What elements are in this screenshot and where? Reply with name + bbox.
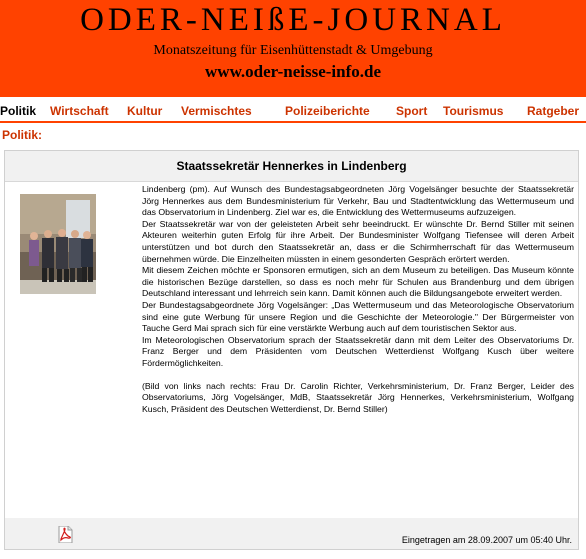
article-timestamp: Eingetragen am 28.09.2007 um 05:40 Uhr. <box>401 535 572 545</box>
article-title: Staatssekretär Hennerkes in Lindenberg <box>5 151 578 182</box>
site-title: ODER-NEIßE-JOURNAL <box>80 2 506 38</box>
nav-item-wirtschaft[interactable]: Wirtschaft <box>50 104 109 118</box>
article-text <box>142 184 574 415</box>
site-subtitle: Monatszeitung für Eisenhüttenstadt & Umgebung <box>153 43 433 58</box>
nav-item-ratgeber[interactable]: Ratgeber <box>527 104 580 118</box>
nav-item-politik[interactable]: Politik <box>0 104 37 118</box>
section-label: Politik: <box>2 128 43 142</box>
nav-divider <box>0 121 586 123</box>
main-nav <box>0 101 586 121</box>
article-paragraph: Der Staatssekretär war von der geleisteten Arbeit sehr beeindruckt. Er wünschte Dr. Bernd Stiller mit seinen Akteuren weiterhin guten Erfolg für ihre Arbeit. Der Bundesminister Wolfgang Tiefensee will deren Arbeit unterstützen und bot durch den Staatssekretär an, dass er die Schirmherrschaft für das Wettermuseum übernehmen würde. Die Einzelheiten müssten in einem gesonderten Gespräch erörtert werden. <box>142 218 574 264</box>
article-paragraph: Mit diesem Zeichen möchte er Sponsoren ermutigen, sich an dem Museum zu beteiligen. Das Museum könnte die historischen Bezüge darstellen, so dass es noch mehr für Schulen aus Brandenburg und dem übrigen Deutschland interessant und lehrreich sein kann. Damit können auch die Bildungsangebote erweitert werden. <box>142 265 574 299</box>
site-url[interactable]: www.oder-neisse-info.de <box>205 62 381 81</box>
nav-item-polizeiberichte[interactable]: Polizeiberichte <box>285 104 370 118</box>
nav-item-vermischtes[interactable]: Vermischtes <box>181 104 252 118</box>
article-photo[interactable] <box>20 194 96 294</box>
article-paragraph: Der Bundestagsabgeordnete Jörg Vogelsänger: „Das Wettermuseum und das Meteorologische Observatorium sind eine gute Werbung für unsere Region und die Geschichte der Meteorologie." Der Bürgermeister von Tauche Gerd Mai sprach sich für eine verstärkte Werbung auch auf dem touristischen Sektor aus. <box>142 299 574 334</box>
nav-item-kultur[interactable]: Kultur <box>127 104 163 118</box>
paragraph-spacer <box>142 370 574 381</box>
article-body <box>5 182 578 518</box>
article-paragraph: Im Meteorologischen Observatorium sprach der Staatssekretär dann mit dem Leiter des Observatoriums Dr. Franz Berger und dem Präsidenten vom Deutschen Wetterdienst Wolfgang Kusch über weitere Fördermöglichkeiten. <box>142 334 574 368</box>
site-header <box>0 0 586 97</box>
article-paragraph: Lindenberg (pm). Auf Wunsch des Bundestagsabgeordneten Jörg Vogelsänger besuchte der Staatssekretär Jörg Hennerkes aus dem Bundesministerium für Verkehr, Bau und Stadtentwicklung das Wettermuseum und das Observatorium in Lindenberg. Ziel war es, die Entwicklung des Wettermuseums aufzuzeigen. <box>142 184 574 218</box>
nav-item-sport[interactable]: Sport <box>396 104 428 118</box>
article-box <box>4 150 579 550</box>
photo-caption: (Bild von links nach rechts: Frau Dr. Carolin Richter, Verkehrsministerium, Dr. Franz Berger, Leider des Observatoriums, Jörg Vogelsänger, MdB, Staatssekretär Jörg Hennerkes, Verkehrsministerium, Wolfgang Kusch, Präsident des Deutschen Wetterdienst, Dr. Bernd Stiller) <box>142 380 574 414</box>
photo-image <box>20 194 96 294</box>
pdf-icon[interactable] <box>57 526 73 543</box>
nav-item-tourismus[interactable]: Tourismus <box>443 104 504 118</box>
article-footer <box>5 518 578 549</box>
